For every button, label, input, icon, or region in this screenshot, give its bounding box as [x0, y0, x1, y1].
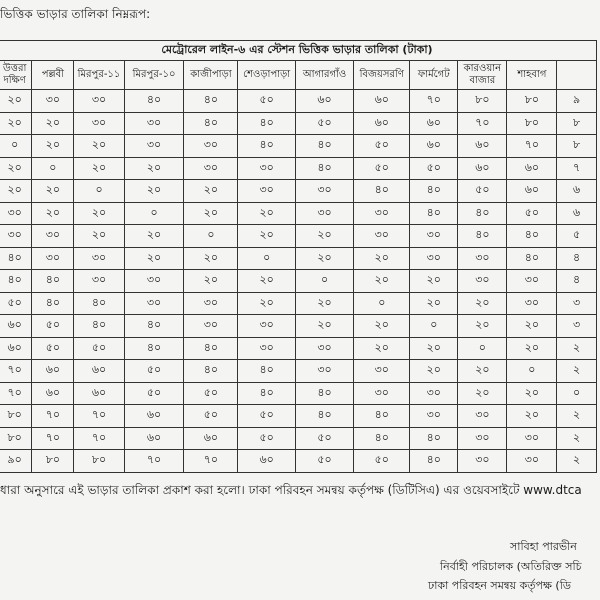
table-cell: ৪০ [184, 90, 238, 113]
table-cell: ২০ [184, 202, 238, 225]
table-cell: ৮০ [0, 427, 32, 450]
table-row [0, 405, 597, 428]
table-cell: ৫০ [238, 427, 296, 450]
table-cell: ৫০ [354, 450, 410, 473]
table-cell: ৬০ [74, 360, 124, 383]
table-cell: ২০ [74, 135, 124, 158]
table-cell: ৮০ [32, 450, 74, 473]
table-cell: ৫০ [184, 382, 238, 405]
table-cell: ৩০ [184, 135, 238, 158]
table-cell: ৬০ [354, 90, 410, 113]
table-cell: ৭০ [32, 427, 74, 450]
table-cell: ৫০ [295, 427, 353, 450]
table-cell: ৪০ [410, 427, 458, 450]
table-cell: ৬০ [0, 337, 32, 360]
table-cell: ৪০ [354, 427, 410, 450]
table-cell: ২ [557, 337, 597, 360]
column-header: মিরপুর-১১ [74, 61, 124, 90]
footnote: ধারা অনুসারে এই ভাড়ার তালিকা প্রকাশ করা হলো। ঢাকা পরিবহন সমন্বয় কর্তৃপক্ষ (ডিটিসিএ) এর ওয়েবসাইটে www.dtca [0, 483, 582, 497]
table-cell: ৬০ [184, 427, 238, 450]
table-title-text: মেট্রোরেল লাইন-৬ এর স্টেশন ভিত্তিক ভাড়ার তালিকা (টাকা) [161, 43, 433, 56]
table-cell: ২০ [32, 180, 74, 203]
table-cell: ৫০ [238, 90, 296, 113]
table-cell: ৬০ [32, 382, 74, 405]
table-cell: ৭০ [458, 112, 507, 135]
table-cell: ৭০ [184, 450, 238, 473]
table-row [0, 337, 597, 360]
table-cell: ৫০ [410, 157, 458, 180]
table-cell: ০ [32, 157, 74, 180]
table-cell: ৮০ [458, 90, 507, 113]
table-cell: ৩০ [32, 90, 74, 113]
table-cell: ৩০ [354, 382, 410, 405]
table-cell: ৩০ [74, 270, 124, 293]
table-cell: ২০ [354, 270, 410, 293]
table-cell: ৩০ [354, 202, 410, 225]
table-cell: ২০ [124, 225, 184, 248]
table-row [0, 180, 597, 203]
table-cell: ৬০ [32, 360, 74, 383]
table-cell: ৫০ [124, 360, 184, 383]
table-cell: ৩০ [295, 180, 353, 203]
table-cell: ২০ [410, 292, 458, 315]
table-cell: ৬ [557, 202, 597, 225]
table-cell: ৩ [557, 292, 597, 315]
table-row [0, 360, 597, 383]
table-cell: ২ [557, 450, 597, 473]
table-cell: ৩০ [295, 337, 353, 360]
table-cell: ৩০ [410, 247, 458, 270]
table-cell: ৫০ [295, 112, 353, 135]
table-cell: ৩০ [354, 225, 410, 248]
table-cell: ২০ [74, 202, 124, 225]
table-cell: ২০ [32, 202, 74, 225]
table-cell: ৮০ [0, 405, 32, 428]
table-cell: ৩০ [124, 292, 184, 315]
table-cell: ৪০ [238, 135, 296, 158]
table-cell: ৪০ [32, 270, 74, 293]
table-cell: ৬০ [507, 157, 557, 180]
table-cell: ৬০ [458, 157, 507, 180]
table-cell: ২০ [458, 292, 507, 315]
table-cell: ০ [354, 292, 410, 315]
table-cell: ৪০ [124, 315, 184, 338]
table-cell: ৭০ [0, 360, 32, 383]
table-cell: ৫ [557, 225, 597, 248]
table-cell: ৩০ [238, 315, 296, 338]
table-cell: ৪০ [458, 202, 507, 225]
table-cell: ২০ [507, 337, 557, 360]
table-cell: ৪০ [0, 270, 32, 293]
table-cell: ৩ [557, 315, 597, 338]
column-header: কাজীপাড়া [184, 61, 238, 90]
table-cell: ৯ [557, 90, 597, 113]
table-cell: ২০ [124, 180, 184, 203]
table-cell: ২০ [458, 382, 507, 405]
table-cell: ২০ [0, 90, 32, 113]
table-cell: ৪০ [354, 180, 410, 203]
table-cell: ৬০ [0, 315, 32, 338]
table-cell: ৪০ [410, 180, 458, 203]
table-cell: ৪০ [0, 247, 32, 270]
table-cell: ৬০ [124, 405, 184, 428]
table-cell: ৭০ [0, 382, 32, 405]
table-cell: ৭ [557, 157, 597, 180]
intro-text: ভিত্তিক ভাড়ার তালিকা নিম্নরূপ: [0, 7, 151, 21]
table-cell: ৪০ [295, 135, 353, 158]
table-cell: ২০ [295, 247, 353, 270]
table-cell: ২০ [124, 247, 184, 270]
table-cell: ২০ [354, 315, 410, 338]
table-cell: ৪০ [295, 405, 353, 428]
table-cell: ৫০ [238, 405, 296, 428]
table-cell: ৪০ [124, 90, 184, 113]
column-header: মিরপুর-১০ [124, 61, 184, 90]
table-cell: ৪০ [32, 292, 74, 315]
column-header: পল্লবী [32, 61, 74, 90]
table-cell: ৪০ [184, 337, 238, 360]
table-cell: ২০ [354, 337, 410, 360]
table-cell: ২০ [184, 247, 238, 270]
table-row [0, 292, 597, 315]
table-cell: ৫০ [32, 315, 74, 338]
table-title [0, 41, 597, 61]
table-cell: ৪০ [507, 225, 557, 248]
column-header: শাহবাগ [507, 61, 557, 90]
table-cell: ০ [295, 270, 353, 293]
table-cell: ৩০ [0, 225, 32, 248]
table-row [0, 202, 597, 225]
table-cell: ৩০ [295, 202, 353, 225]
table-cell: ২০ [238, 270, 296, 293]
table-cell: ৪০ [74, 315, 124, 338]
table-cell: ৮ [557, 135, 597, 158]
table-cell: ২ [557, 360, 597, 383]
signatory-name: সাবিহা পারভীন [510, 540, 577, 553]
table-cell: ৭০ [74, 405, 124, 428]
table-cell: ৬০ [507, 180, 557, 203]
table-cell: ৩০ [410, 382, 458, 405]
table-cell: ৫০ [74, 337, 124, 360]
table-cell: ৯০ [0, 450, 32, 473]
table-cell: ৩০ [32, 225, 74, 248]
table-cell: ২০ [0, 112, 32, 135]
table-cell: ৫০ [458, 180, 507, 203]
table-cell: ২০ [295, 315, 353, 338]
table-cell: ৬০ [410, 135, 458, 158]
table-cell: ৫০ [124, 382, 184, 405]
table-cell: ৭০ [32, 405, 74, 428]
table-cell: ৪০ [238, 360, 296, 383]
table-cell: ৪০ [238, 112, 296, 135]
table-cell: ৪০ [507, 247, 557, 270]
table-cell: ০ [238, 247, 296, 270]
table-cell: ৮০ [74, 450, 124, 473]
table-row [0, 315, 597, 338]
table-cell: ২০ [458, 360, 507, 383]
table-cell: ৩০ [507, 270, 557, 293]
table-cell: ৫০ [184, 405, 238, 428]
table-cell: ২০ [507, 315, 557, 338]
table-cell: ৩০ [32, 247, 74, 270]
table-cell: ৫০ [32, 337, 74, 360]
column-header [557, 61, 597, 90]
table-cell: ৩০ [458, 405, 507, 428]
table-cell: ৬০ [410, 112, 458, 135]
table-cell: ০ [557, 382, 597, 405]
table-cell: ৭০ [124, 450, 184, 473]
table-cell: ০ [507, 360, 557, 383]
table-cell: ৪০ [354, 405, 410, 428]
table-cell: ৬০ [238, 450, 296, 473]
table-body [0, 90, 597, 473]
table-cell: ৫০ [0, 292, 32, 315]
table-row [0, 247, 597, 270]
table-cell: ৪০ [184, 360, 238, 383]
table-cell: ২০ [410, 360, 458, 383]
table-cell: ৪০ [74, 292, 124, 315]
table-cell: ২০ [0, 180, 32, 203]
fare-table [0, 40, 597, 473]
table-cell: ৮০ [507, 90, 557, 113]
table-cell: ২০ [354, 247, 410, 270]
table-cell: ২০ [0, 157, 32, 180]
table-cell: ২০ [32, 112, 74, 135]
table-row [0, 90, 597, 113]
table-cell: ৩০ [458, 427, 507, 450]
table-cell: ৩০ [507, 292, 557, 315]
table-cell: ২০ [507, 382, 557, 405]
table-cell: ৮০ [507, 112, 557, 135]
table-row [0, 382, 597, 405]
table-cell: ৪০ [184, 112, 238, 135]
table-cell: ৩০ [74, 90, 124, 113]
table-row [0, 112, 597, 135]
column-header: কারওয়ান বাজার [458, 61, 507, 90]
table-cell: ৩০ [458, 270, 507, 293]
table-cell: ৩০ [124, 270, 184, 293]
table-cell: ৩০ [124, 135, 184, 158]
table-cell: ৩০ [410, 405, 458, 428]
table-cell: ৩০ [458, 247, 507, 270]
table-cell: ৫০ [295, 450, 353, 473]
table-cell: ৪০ [238, 382, 296, 405]
table-cell: ২০ [507, 405, 557, 428]
table-row [0, 157, 597, 180]
table-cell: ২ [557, 405, 597, 428]
table-cell: ৩০ [238, 337, 296, 360]
table-cell: ২০ [458, 315, 507, 338]
table-cell: ৭০ [410, 90, 458, 113]
table-cell: ৩০ [507, 450, 557, 473]
table-cell: ৩০ [238, 157, 296, 180]
table-cell: ২০ [32, 135, 74, 158]
table-row [0, 427, 597, 450]
table-cell: ৬০ [354, 112, 410, 135]
table-cell: ৩০ [354, 360, 410, 383]
table-cell: ০ [410, 315, 458, 338]
table-header-row [0, 61, 597, 90]
table-cell: ২০ [124, 157, 184, 180]
table-cell: ৩০ [238, 180, 296, 203]
signatory-organization: ঢাকা পরিবহন সমন্বয় কর্তৃপক্ষ (ডি [428, 579, 571, 592]
table-cell: ২ [557, 427, 597, 450]
table-cell: ৪০ [458, 225, 507, 248]
table-cell: ৪০ [295, 382, 353, 405]
table-cell: ৪০ [410, 450, 458, 473]
table-cell: ৫০ [354, 135, 410, 158]
table-cell: ২০ [295, 292, 353, 315]
table-cell: ০ [124, 202, 184, 225]
table-cell: ৩০ [0, 202, 32, 225]
table-cell: ৬০ [124, 427, 184, 450]
table-cell: ২০ [238, 202, 296, 225]
table-cell: ৬০ [295, 90, 353, 113]
table-cell: ৩০ [74, 112, 124, 135]
column-header: বিজয়সরণি [354, 61, 410, 90]
table-cell: ২০ [184, 180, 238, 203]
table-cell: ৭০ [507, 135, 557, 158]
table-cell: ৬০ [458, 135, 507, 158]
table-cell: ২০ [410, 337, 458, 360]
table-cell: ৫০ [354, 157, 410, 180]
column-header: ফার্মগেট [410, 61, 458, 90]
signatory-title: নির্বাহী পরিচালক (অতিরিক্ত সচি [440, 560, 582, 573]
table-cell: ০ [458, 337, 507, 360]
table-cell: ৪০ [124, 337, 184, 360]
table-cell: ২০ [410, 270, 458, 293]
table-cell: ৩০ [184, 157, 238, 180]
table-cell: ৩০ [295, 360, 353, 383]
table-cell: ৬০ [74, 382, 124, 405]
table-cell: ২০ [295, 225, 353, 248]
table-row [0, 270, 597, 293]
table-cell: ৪ [557, 270, 597, 293]
table-cell: ৩০ [74, 247, 124, 270]
table-row [0, 135, 597, 158]
table-cell: ৫০ [507, 202, 557, 225]
table-cell: ৩০ [124, 112, 184, 135]
table-cell: ০ [74, 180, 124, 203]
table-row [0, 225, 597, 248]
table-cell: ৪০ [295, 157, 353, 180]
table-cell: ০ [184, 225, 238, 248]
table-cell: ৪ [557, 247, 597, 270]
table-cell: ২০ [238, 225, 296, 248]
table-cell: ০ [0, 135, 32, 158]
table-cell: ৪০ [410, 202, 458, 225]
table-row [0, 450, 597, 473]
column-header: শেওড়াপাড়া [238, 61, 296, 90]
table-cell: ২০ [184, 270, 238, 293]
table-cell: ৩০ [507, 427, 557, 450]
column-header: উত্তরা দক্ষিণ [0, 61, 32, 90]
table-cell: ৮ [557, 112, 597, 135]
table-cell: ৩০ [184, 292, 238, 315]
table-cell: ৩০ [458, 450, 507, 473]
table-cell: ৬ [557, 180, 597, 203]
table-cell: ৭০ [74, 427, 124, 450]
table-cell: ২০ [238, 292, 296, 315]
table-cell: ৩০ [184, 315, 238, 338]
column-header: আগারগাঁও [295, 61, 353, 90]
table-cell: ৩০ [410, 225, 458, 248]
table-cell: ২০ [74, 225, 124, 248]
table-cell: ২০ [74, 157, 124, 180]
